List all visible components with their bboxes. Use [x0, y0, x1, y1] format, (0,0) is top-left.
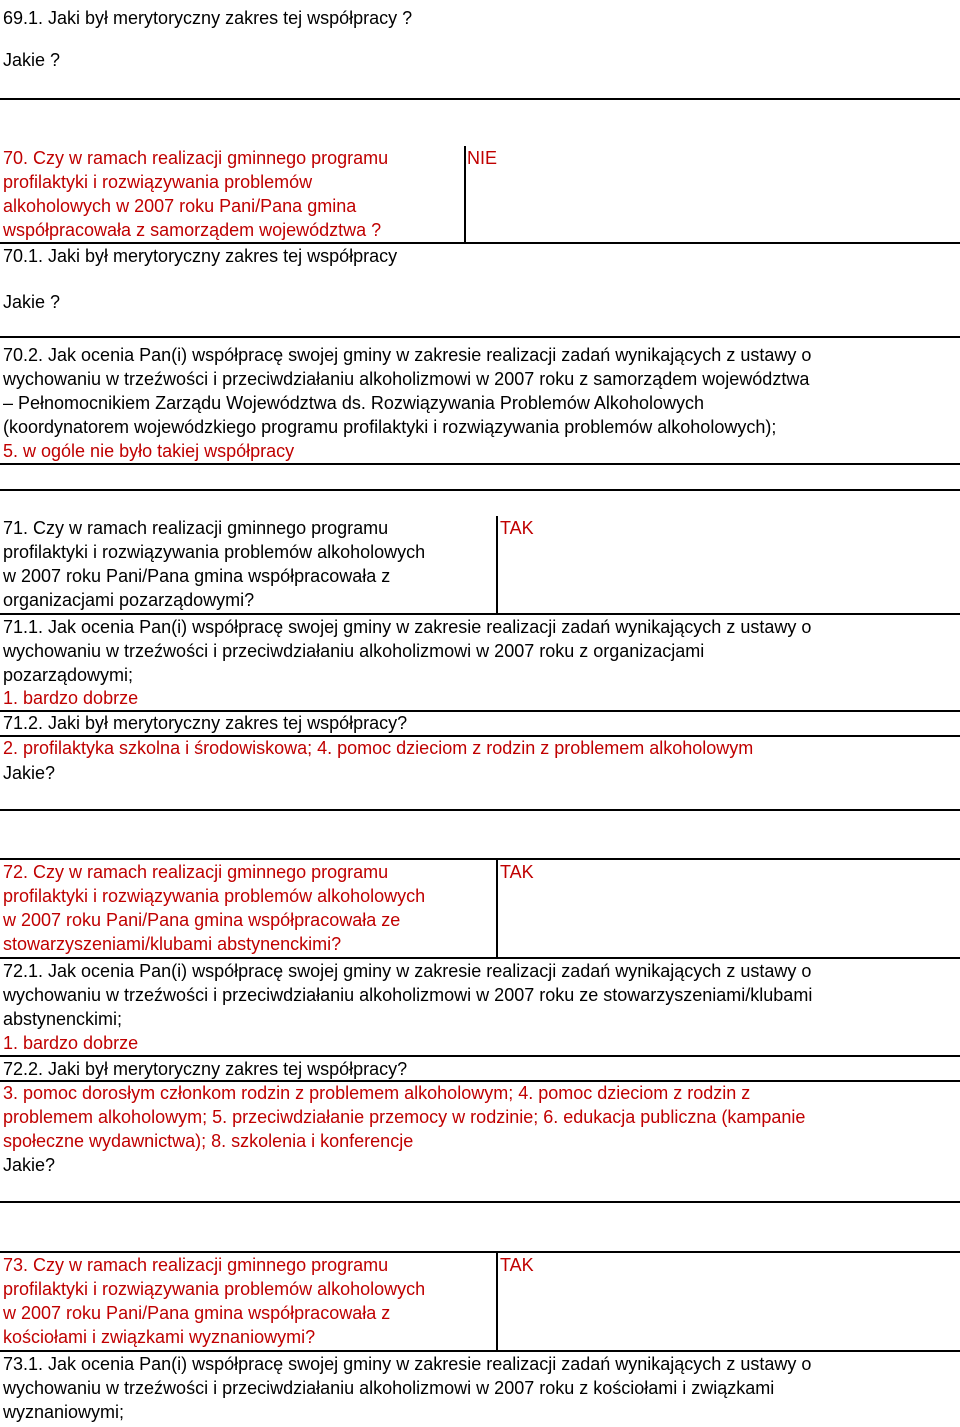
q71-question: 71. Czy w ramach realizacji gminnego programu profilaktyki i rozwiązywania problemów alkoholowych w 2007 roku Pani/Pana gmina współpracowała z organizacjami pozarządowymi? — [3, 518, 426, 610]
divider — [0, 1201, 960, 1203]
q71-scope-answer: 2. profilaktyka szkolna i środowiskowa; 4. pomoc dzieciom z rodzin z problemem alkoholowym — [3, 738, 754, 758]
divider — [0, 489, 960, 491]
q73-rating-question: 73.1. Jak ocenia Pan(i) współpracę swojej gminy w zakresie realizacji zadań wynikających z ustawy o wychowaniu w trzeźwości i przeciwdziałaniu alkoholizmowi w 2007 roku z kościołami i związkami wyznaniowymi; — [3, 1354, 812, 1422]
q70-rating-answer: 5. w ogóle nie było takiej współpracy — [3, 441, 295, 461]
q72-rating-question: 72.1. Jak ocenia Pan(i) współpracę swojej gminy w zakresie realizacji zadań wynikających z ustawy o wychowaniu w trzeźwości i przeciwdziałaniu alkoholizmowi w 2007 roku ze stowarzyszeniami/klubami abstynenckimi; — [3, 961, 813, 1029]
q71-scope-question: 71.2. Jaki był merytoryczny zakres tej współpracy? — [3, 713, 408, 733]
divider — [496, 1253, 498, 1351]
divider — [496, 516, 498, 614]
divider — [0, 809, 960, 811]
q69-scope-question: 69.1. Jaki był merytoryczny zakres tej współpracy ? — [3, 8, 413, 28]
q70-scope-question: 70.1. Jaki był merytoryczny zakres tej współpracy — [3, 246, 398, 266]
q72-rating-answer: 1. bardzo dobrze — [3, 1033, 139, 1053]
divider — [0, 98, 960, 100]
divider — [0, 336, 960, 338]
divider — [0, 463, 960, 465]
divider — [496, 860, 498, 958]
q69-which-label: Jakie ? — [3, 50, 61, 70]
q70-answer: NIE — [467, 148, 498, 168]
q70-question: 70. Czy w ramach realizacji gminnego programu profilaktyki i rozwiązywania problemów alkoholowych w 2007 roku Pani/Pana gmina współpracowała z samorządem województwa ? — [3, 148, 389, 240]
q71-answer: TAK — [500, 518, 534, 538]
q70-rating-question: 70.2. Jak ocenia Pan(i) współpracę swojej gminy w zakresie realizacji zadań wynikających z ustawy o wychowaniu w trzeźwości i przeciwdziałaniu alkoholizmowi w 2007 roku z samorządem województwa – Pełnomocnikiem Zarządu Województwa ds. Rozwiązywania Problemów Alkoholowych (koordynatorem wojewódzkiego programu profilaktyki i rozwiązywania problemów alkoholowych); — [3, 345, 812, 437]
q71-rating-answer: 1. bardzo dobrze — [3, 688, 139, 708]
q72-scope-question: 72.2. Jaki był merytoryczny zakres tej współpracy? — [3, 1059, 408, 1079]
q70-which-label: Jakie ? — [3, 292, 61, 312]
q72-question: 72. Czy w ramach realizacji gminnego programu profilaktyki i rozwiązywania problemów alkoholowych w 2007 roku Pani/Pana gmina współpracowała ze stowarzyszeniami/klubami abstynenckimi? — [3, 862, 426, 954]
q72-which-label: Jakie? — [3, 1155, 56, 1175]
q71-which-label: Jakie? — [3, 763, 56, 783]
q72-scope-answer: 3. pomoc dorosłym członkom rodzin z problemem alkoholowym; 4. pomoc dzieciom z rodzin z problemem alkoholowym; 5. przeciwdziałanie przemocy w rodzinie; 6. edukacja publiczna (kampanie społeczne wydawnictwa); 8. szkolenia i konferencje — [3, 1083, 806, 1151]
q73-answer: TAK — [500, 1255, 534, 1275]
q72-answer: TAK — [500, 862, 534, 882]
q71-rating-question: 71.1. Jak ocenia Pan(i) współpracę swojej gminy w zakresie realizacji zadań wynikających z ustawy o wychowaniu w trzeźwości i przeciwdziałaniu alkoholizmowi w 2007 roku z organizacjami pozarządowymi; — [3, 617, 812, 685]
divider — [464, 146, 466, 244]
q73-question: 73. Czy w ramach realizacji gminnego programu profilaktyki i rozwiązywania problemów alkoholowych w 2007 roku Pani/Pana gmina współpracowała z kościołami i związkami wyznaniowymi? — [3, 1255, 426, 1347]
